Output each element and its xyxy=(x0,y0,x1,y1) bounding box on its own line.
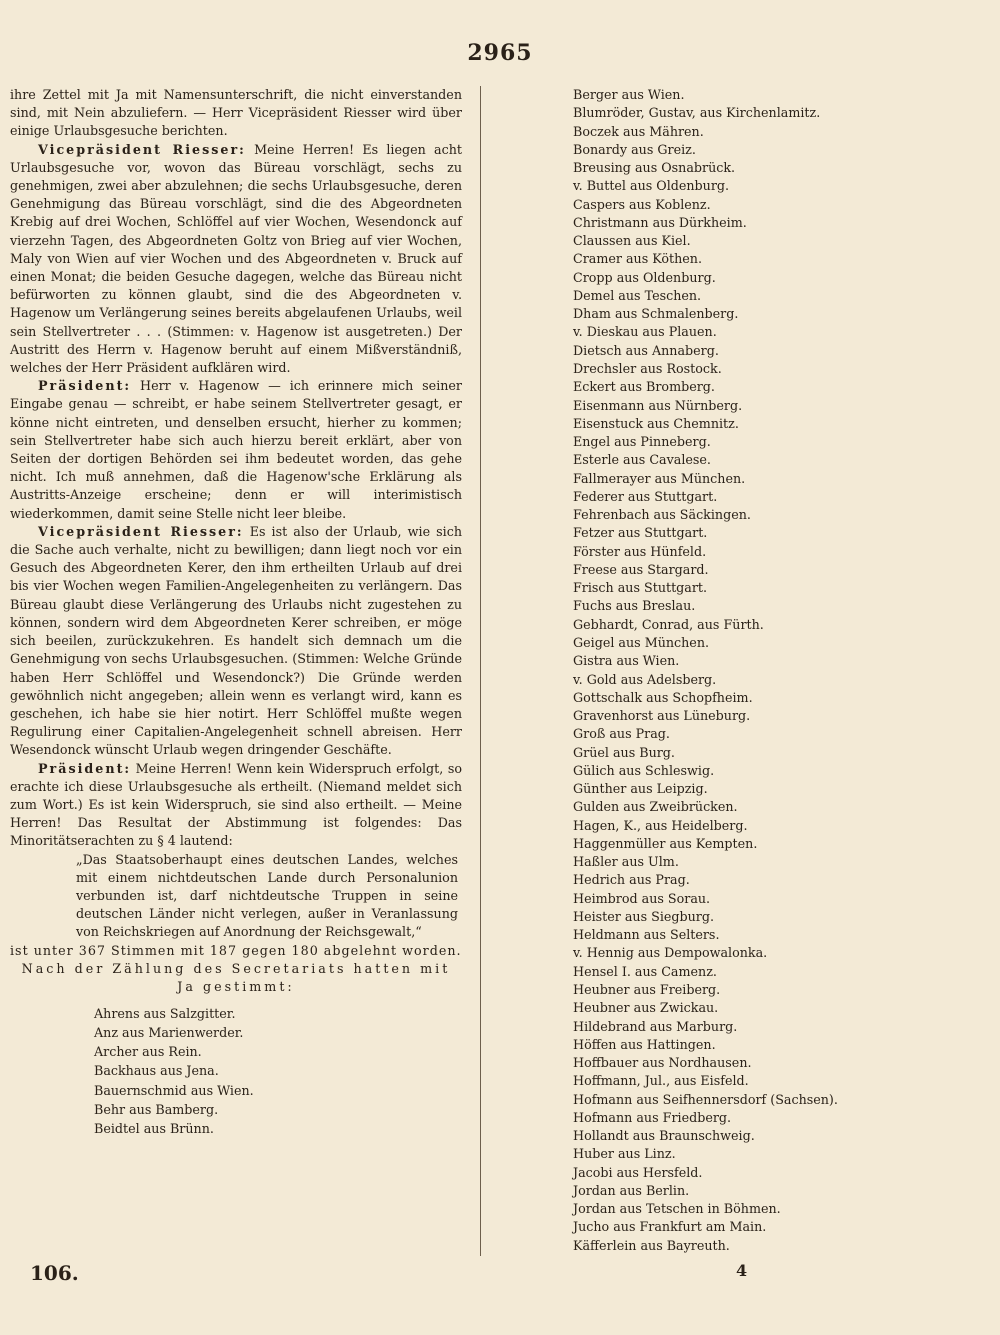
voter-entry: Archer aus Rein. xyxy=(94,1044,202,1060)
voter-entry: Hofmann aus Seifhennersdorf (Sachsen). xyxy=(573,1091,838,1107)
voter-entry: Jordan aus Tetschen in Böhmen. xyxy=(573,1201,781,1217)
voter-entry: Heubner aus Freiberg. xyxy=(573,982,721,998)
voter-entry: Breusing aus Osnabrück. xyxy=(573,160,736,176)
voter-entry: Freese aus Stargard. xyxy=(573,561,709,577)
voter-entry: Heimbrod aus Sorau. xyxy=(573,890,711,906)
speech-text: Meine Herren! Wenn kein Widerspruch erfolgt, so erachte ich diese Urlaubsgesuche als ertheilt. (Niemand meldet sich zum Wort.) Es ist kein Widerspruch, sie sind also ertheilt. — Meine Herren! Das Resultat der Abstimmung ist folgendes: Das Minoritätserachten zu § 4 lautend: xyxy=(10,760,462,849)
voter-entry: Gottschalk aus Schopfheim. xyxy=(573,689,753,705)
voter-entry: Hildebrand aus Marburg. xyxy=(573,1018,738,1034)
voter-entry: Drechsler aus Rostock. xyxy=(573,360,722,376)
paragraph-praesident-2 xyxy=(10,760,462,851)
voter-entry: v. Hennig aus Dempowalonka. xyxy=(573,945,768,961)
voter-entry: v. Dieskau aus Plauen. xyxy=(573,324,717,340)
voter-entry: Förster aus Hünfeld. xyxy=(573,543,707,559)
left-column xyxy=(10,86,462,1138)
voter-entry: Esterle aus Cavalese. xyxy=(573,452,711,468)
voter-entry: Günther aus Leipzig. xyxy=(573,781,708,797)
voter-entry: Hoffmann, Jul., aus Eisfeld. xyxy=(573,1073,749,1089)
voter-entry: Backhaus aus Jena. xyxy=(94,1063,219,1079)
voter-entry: Bauernschmid aus Wien. xyxy=(94,1082,254,1098)
voter-entry: Haßler aus Ulm. xyxy=(573,854,679,870)
voter-list-left xyxy=(10,1004,462,1138)
voter-entry: Gülich aus Schleswig. xyxy=(573,762,715,778)
voter-entry: Hollandt aus Braunschweig. xyxy=(573,1128,755,1144)
voter-entry: Grüel aus Burg. xyxy=(573,744,675,760)
voter-entry: Jordan aus Berlin. xyxy=(573,1182,690,1198)
voter-entry: Anz aus Marienwerder. xyxy=(94,1024,244,1040)
voter-entry: Jucho aus Frankfurt am Main. xyxy=(573,1219,767,1235)
voter-entry: Hoffbauer aus Nordhausen. xyxy=(573,1055,752,1071)
voter-entry: Fetzer aus Stuttgart. xyxy=(573,525,708,541)
voter-entry: Eisenmann aus Nürnberg. xyxy=(573,397,743,413)
speaker-label: Vicepräsident Riesser: xyxy=(38,141,246,157)
speaker-label: Vicepräsident Riesser: xyxy=(38,523,244,539)
voter-entry: Cropp aus Oldenburg. xyxy=(573,269,716,285)
voter-entry: Jacobi aus Hersfeld. xyxy=(573,1164,703,1180)
voter-entry: Ahrens aus Salzgitter. xyxy=(94,1005,236,1021)
vote-result: ist unter 367 Stimmen mit 187 gegen 180 abgelehnt worden. xyxy=(10,942,462,958)
voter-entry: Caspers aus Koblenz. xyxy=(573,196,711,212)
voter-entry: Berger aus Wien. xyxy=(573,87,685,102)
voter-entry: Dham aus Schmalenberg. xyxy=(573,306,739,322)
voter-entry: Eisenstuck aus Chemnitz. xyxy=(573,415,739,431)
voter-entry: Haggenmüller aus Kempten. xyxy=(573,835,758,851)
voter-entry: Federer aus Stuttgart. xyxy=(573,488,718,504)
voter-entry: Huber aus Linz. xyxy=(573,1146,676,1162)
voter-entry: Gebhardt, Conrad, aus Fürth. xyxy=(573,616,764,632)
voter-entry: Käfferlein aus Bayreuth. xyxy=(573,1237,730,1253)
page-number: 2965 xyxy=(467,40,533,66)
voter-entry: v. Buttel aus Oldenburg. xyxy=(573,178,730,194)
paragraph-intro: ihre Zettel mit Ja mit Namensunterschrift, die nicht einverstanden sind, mit Nein abzuliefern. — Herr Vicepräsident Riesser wird über einige Urlaubsgesuche berichten. xyxy=(10,87,462,139)
voter-entry: Dietsch aus Annaberg. xyxy=(573,342,719,358)
voter-entry: Blumröder, Gustav, aus Kirchenlamitz. xyxy=(573,105,821,121)
voter-entry: Fallmerayer aus München. xyxy=(573,470,746,486)
voter-entry: Hedrich aus Prag. xyxy=(573,872,690,888)
voter-entry: Gulden aus Zweibrücken. xyxy=(573,799,738,815)
voter-entry: Frisch aus Stuttgart. xyxy=(573,580,708,596)
voter-entry: Demel aus Teschen. xyxy=(573,287,702,303)
voter-entry: Boczek aus Mähren. xyxy=(573,123,704,139)
vote-count-heading: Nach der Zählung des Secretariats hatten mit Ja gestimmt: xyxy=(21,960,451,994)
voter-list-right xyxy=(573,86,983,1255)
voter-entry: Heister aus Siegburg. xyxy=(573,908,715,924)
voter-entry: Hensel I. aus Camenz. xyxy=(573,963,717,979)
voter-entry: Geigel aus München. xyxy=(573,634,710,650)
voter-entry: Eckert aus Bromberg. xyxy=(573,379,715,395)
voter-entry: Fuchs aus Breslau. xyxy=(573,598,696,614)
voter-entry: Behr aus Bamberg. xyxy=(94,1101,219,1117)
speaker-label: Präsident: xyxy=(38,760,132,776)
voter-entry: Groß aus Prag. xyxy=(573,726,670,742)
speech-text: Meine Herren! Es liegen acht Urlaubsgesuche vor, wovon das Büreau vorschlägt, sechs zu genehmigen, zwei aber abzulehnen; die sechs Urlaubsgesuche, deren Genehmigung das Büreau vorschlägt, sind die des Abgeordneten Krebig auf drei Wochen, Schlöffel auf vier Wochen, Wesendonck auf vierzehn Tagen, des Abgeordneten Goltz von Brieg auf vier Wochen, Maly von Wien auf vier Wochen und des Abgeordneten v. Bruck auf einen Monat; die beiden Gesuche dagegen, welche das Büreau nicht befürworten zu können glaubt, sind die des Abgeordneten v. Hagenow um Verlängerung seines bereits abgelaufenen Urlaubs, weil sein Stellvertreter . . . (Stimmen: v. Hagenow ist ausgetreten.) Der Austritt des Herrn v. Hagenow beruht auf einem Mißverständniß, welches der Herr Präsident aufklären wird. xyxy=(10,141,462,376)
voter-entry: Engel aus Pinneberg. xyxy=(573,434,711,450)
voter-entry: v. Gold aus Adelsberg. xyxy=(573,671,717,687)
voter-entry: Gistra aus Wien. xyxy=(573,653,680,669)
voter-entry: Gravenhorst aus Lüneburg. xyxy=(573,708,751,724)
voter-entry: Höffen aus Hattingen. xyxy=(573,1036,716,1052)
speech-text: Herr v. Hagenow — ich erinnere mich seiner Eingabe genau — schreibt, er habe seinem Stellvertreter gesagt, er könne nicht eintreten, und denselben ersucht, hierher zu kommen; sein Stellvertreter habe sich auch hierzu bereit erklärt, aber von Seiten der dortigen Behörden sei ihm bedeutet worden, das gehe nicht. Ich muß annehmen, daß die Hagenow'sche Erklärung als Austritts-Anzeige erscheine; denn er will interimistisch wiederkommen, damit seine Stelle nicht leer bleibe. xyxy=(10,378,462,521)
voter-entry: Cramer aus Köthen. xyxy=(573,251,703,267)
paragraph-riesser-2 xyxy=(10,523,462,760)
voter-entry: Heldmann aus Selters. xyxy=(573,927,720,943)
voter-entry: Heubner aus Zwickau. xyxy=(573,1000,719,1016)
signature-mark: 4 xyxy=(736,1261,748,1280)
minority-opinion-quote: „Das Staatsoberhaupt eines deutschen Landes, welches mit einem nichtdeutschen Lande durch Personalunion verbunden ist, darf nichtdeutsche Truppen in seine deutschen Länder nicht verlegen, außer in Veranlassung von Reichskriegen auf Anordnung der Reichsgewalt,“ xyxy=(76,851,458,940)
speech-text: Es ist also der Urlaub, wie sich die Sache auch verhalte, nicht zu bewilligen; dann liegt noch vor ein Gesuch des Abgeordneten Kerer, den ihm ertheilten Urlaub auf drei bis vier Wochen wegen Familien-Angelegenheiten zu verlängern. Das Büreau glaubt diese Verlängerung des Urlaubs nicht zugestehen zu können, sondern wird dem Abgeordneten Kerer schreiben, er möge sich beeilen, zurückzukehren. Es handelt sich demnach um die Genehmigung von sechs Urlaubsgesuchen. (Stimmen: Welche Gründe haben Herr Schlöffel und Wesendonck?) Die Gründe werden gewöhnlich nicht angegeben; allein wenn es verlangt wird, kann es geschehen, ich habe sie hier notirt. Herr Schlöffel mußte wegen Regulirung einer Capitalien-Angelegenheit schnell abreisen. Herr Wesendonck wünscht Urlaub wegen dringender Geschäfte. xyxy=(10,523,462,758)
voter-entry: Claussen aus Kiel. xyxy=(573,233,691,249)
voter-entry: Hofmann aus Friedberg. xyxy=(573,1109,732,1125)
voter-entry: Fehrenbach aus Säckingen. xyxy=(573,507,751,523)
voter-entry: Beidtel aus Brünn. xyxy=(94,1120,214,1136)
paragraph-praesident-1 xyxy=(10,377,462,523)
sheet-number: 106. xyxy=(30,1261,79,1285)
paragraph-riesser-1 xyxy=(10,141,462,378)
voter-entry: Christmann aus Dürkheim. xyxy=(573,214,747,230)
voter-entry: Hagen, K., aus Heidelberg. xyxy=(573,817,748,833)
column-divider xyxy=(480,86,481,1256)
speaker-label: Präsident: xyxy=(38,378,132,394)
voter-entry: Bonardy aus Greiz. xyxy=(573,141,696,157)
